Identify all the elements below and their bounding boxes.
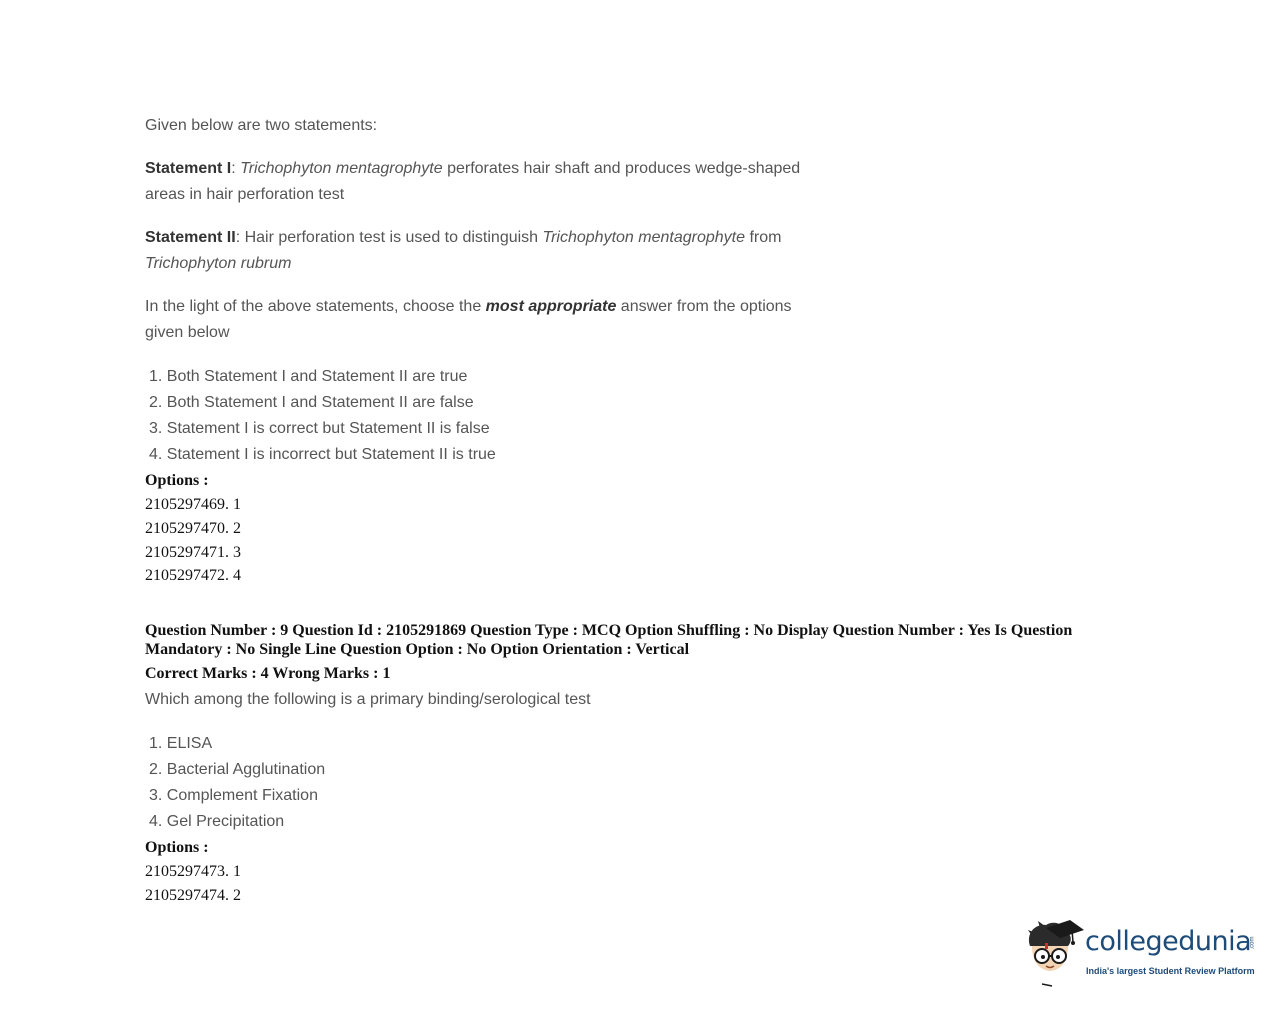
q9-meta-line1: Question Number : 9 Question Id : 2105291869 Question Type : MCQ Option Shuffling : No Display Question Number : Yes Is Question (145, 622, 1073, 639)
statement-2-from: from (745, 229, 782, 246)
q9-choice-3: 3. Complement Fixation (149, 787, 318, 804)
q8-option-1: 2105297469. 1 (145, 496, 241, 513)
q9-choice-2: 2. Bacterial Agglutination (149, 761, 326, 778)
q8-choice-1: 1. Both Statement I and Statement II are true (149, 368, 468, 385)
q8-statement-2-line2: Trichophyton rubrum (145, 255, 292, 272)
q9-options-label: Options : (145, 839, 209, 856)
q9-option-2: 2105297474. 2 (145, 887, 241, 904)
q8-statement-2 (145, 229, 781, 247)
prompt-text: In the light of the above statements, choose the (145, 298, 486, 315)
logo-wordmark: collegedunia (1085, 926, 1252, 957)
q9-option-1: 2105297473. 1 (145, 863, 241, 880)
q9-marks: Correct Marks : 4 Wrong Marks : 1 (145, 665, 391, 682)
statement-2-label: Statement II (145, 229, 236, 246)
statement-1-label: Statement I (145, 160, 232, 177)
q8-prompt (145, 298, 792, 316)
q8-intro: Given below are two statements: (145, 117, 378, 134)
q8-choice-4: 4. Statement I is incorrect but Statement II is true (149, 446, 496, 463)
prompt-emphasis: most appropriate (485, 298, 617, 315)
statement-2-text: : Hair perforation test is used to distinguish (235, 229, 543, 246)
q9-meta-line2: Mandatory : No Single Line Question Option : No Option Orientation : Vertical (145, 641, 690, 658)
q8-prompt-line2: given below (145, 324, 230, 341)
q9-choice-4: 4. Gel Precipitation (149, 813, 285, 830)
colon: : (231, 160, 241, 177)
q8-choice-3: 3. Statement I is correct but Statement II is false (149, 420, 490, 437)
logo-tagline: India's largest Student Review Platform (1086, 966, 1255, 976)
q9-choice-1: 1. ELISA (149, 735, 213, 752)
q8-choice-2: 2. Both Statement I and Statement II are false (149, 394, 474, 411)
logo-com: .com (1249, 936, 1256, 950)
q8-option-3: 2105297471. 3 (145, 544, 241, 561)
species-name: Trichophyton mentagrophyte (542, 229, 745, 246)
q8-statement-1 (145, 160, 800, 178)
statement-1-text: perforates hair shaft and produces wedge-shaped (442, 160, 801, 177)
q9-question: Which among the following is a primary binding/serological test (145, 691, 591, 708)
q8-option-2: 2105297470. 2 (145, 520, 241, 537)
collegedunia-logo (1022, 916, 1262, 996)
prompt-text-end: answer from the options (616, 298, 792, 315)
species-name: Trichophyton mentagrophyte (240, 160, 443, 177)
q8-options-label: Options : (145, 472, 209, 489)
q8-statement-1-line2: areas in hair perforation test (145, 186, 345, 203)
q8-option-4: 2105297472. 4 (145, 567, 241, 584)
mascot-icon (1022, 916, 1084, 990)
